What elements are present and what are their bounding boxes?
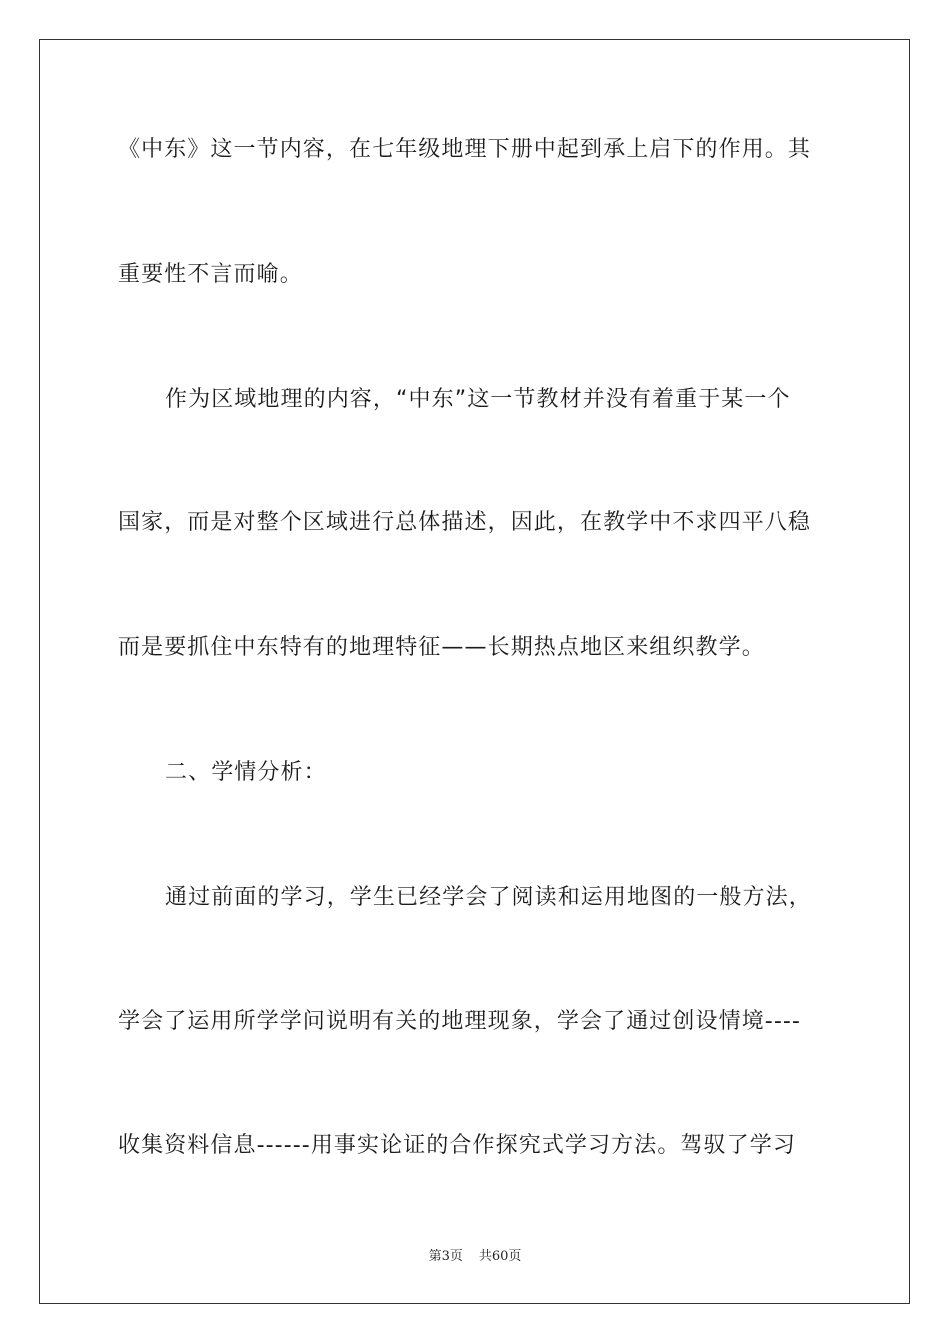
paragraph-line-7: 通过前面的学习，学生已经学会了阅读和运用地图的一般方法， [165, 885, 812, 910]
paragraph-line-5: 而是要抓住中东特有的地理特征——长期热点地区来组织教学。 [118, 635, 765, 660]
page-number: 第3页 [428, 1249, 463, 1264]
paragraph-line-3: 作为区域地理的内容，“中东”这一节教材并没有着重于某一个 [165, 387, 791, 412]
paragraph-line-8: 学会了运用所学学问说明有关的地理现象，学会了通过创设情境---- [118, 1009, 801, 1034]
page-frame [39, 39, 910, 1304]
section-heading: 二、学情分析： [165, 760, 327, 785]
page-footer [0, 1248, 950, 1266]
page-total: 共60页 [478, 1249, 522, 1264]
paragraph-line-2: 重要性不言而喻。 [118, 262, 303, 287]
paragraph-line-9: 收集资料信息------用事实论证的合作探究式学习方法。驾驭了学习 [118, 1133, 796, 1158]
paragraph-line-4: 国家，而是对整个区域进行总体描述，因此，在教学中不求四平八稳 [118, 510, 812, 535]
paragraph-line-1: 《中东》这一节内容，在七年级地理下册中起到承上启下的作用。其 [118, 137, 812, 162]
